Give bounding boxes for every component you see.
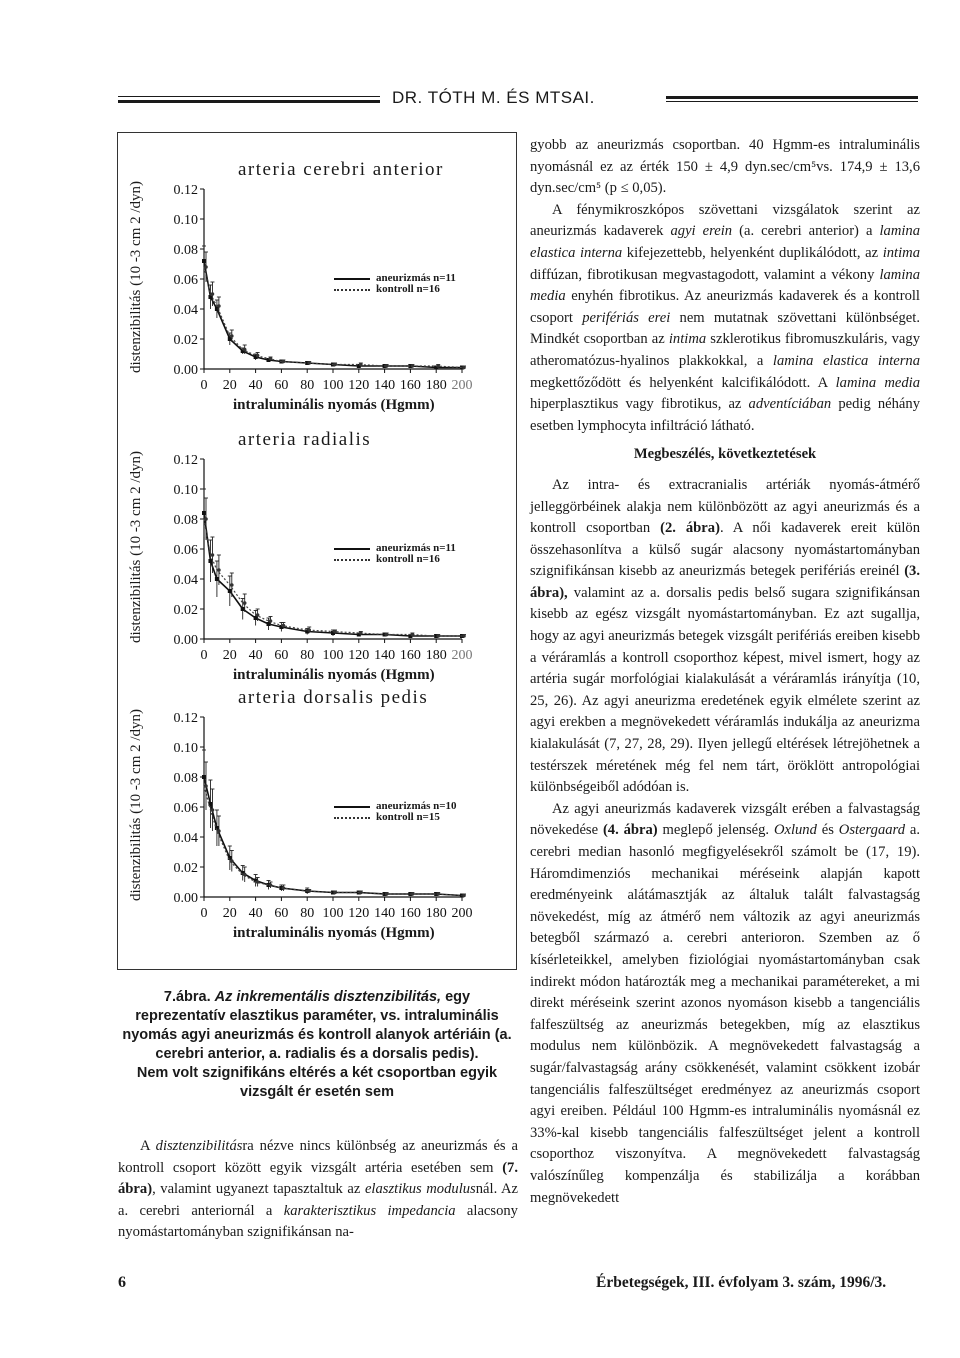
right-column-text [530,135,920,1209]
data-point [333,891,337,895]
legend-label: aneurizmás n=11 [376,542,456,554]
right-paragraph-3: Az intra- és extracranialis artériák nyomás-átmérő jelleggörbéinek alakja nem különbözött az agyi aneurizmás és a kontroll csoportban (2. ábra). A női kadaverek ereit külön összehasonlítva a külső sugár alacsony nyomástartományban szignifikánsan kisebb az aneurizmás betegek perifériás ereinél (3. ábra), valamint az a. dorsalis pedis belső sugara szignifikánsan kisebb az egész vizsgált nyomástartományban. Ez azt sugallja, hogy az agyi aneurizmás betegek vizsgált perifériás ereiben kisebb a véráramlás a kontroll csoporthoz képest, mivel ismert, hogy az artéria sugár morfológiai kialakulását a véráramlás irányítja (10, 25, 26). Az agyi aneurizma eredetének egyik elmélete szerint az agyi erekben a megnövekedett véráramlás indukálja az aneurizma kialakulását (7, 27, 28, 29). Ilyen jellegű eltérések létrejöhetnek a testérszek méretének még fel nem tárt, öröklött antropológiai különbségeiből adódóan is. [530,476,920,796]
x-tick-label: 120 [348,648,370,663]
data-point [215,577,219,581]
caption-note: Nem volt szignifikáns eltérés a két csoportban egyik vizsgált ér esetén sem [136,1065,498,1100]
data-point [243,348,247,352]
data-point [202,775,206,779]
legend-entry [334,812,457,823]
caption-emph: Az inkrementális disztenzibilitás, [214,989,442,1005]
x-tick-label: 40 [248,378,263,393]
legend-swatch [334,559,370,561]
data-point [211,808,215,812]
y-tick-label: 0.08 [173,771,198,786]
x-tick-label: 100 [322,906,344,921]
data-point [462,634,466,638]
x-tick-label: 20 [222,906,237,921]
x-tick-label: 180 [425,906,447,921]
section-heading: Megbeszélés, következtetések [633,446,817,463]
data-point [256,354,260,358]
data-point [282,624,286,628]
y-tick-label: 0.06 [173,801,198,816]
right-paragraph-4: Az agyi aneurizmás kadaverek vizsgált erében a falvastagság növekedése (4. ábra) meglepő jelenség. Oxlund és Ostergaard a. cerebri median hasonló megfigyelésekről számolt be (17, 19). Háromdimenziós mechanikai méréseink alapján kapott eredményeink alátámasztják az általuk talált falvastagság növekedést, míg az átmérő nem változik az agyi aneurizmás betegből származó a. cerebri anterioron. Szemben az ő kísérleteikkel, amelyben fiziológiai nyomástartományban csak indirekt módon határozták meg a mechanikai paramétereket, a mi direkt méréseink szerint azonos nyomáson kisebb a tangenciális falfeszültség az aneurizmás betegekben, míg az elasztikus modulus nem különbözik. A megnövekedett falvastagság a sugár/falvastagság arány csökkenését, valamint csökkent izobár tangenciális falfeszültséget eredményez az aneurizmás csoport agyi ereiben. Például 100 Hgmm-es intraluminális nyomásnál ez 33%-kal kisebb tangenciális falfeszültséget jelent a kontroll csoporthoz viszonyítva. A megnövekedett falvastagság valószínűleg kompenzálja és stabilizálja a korábban megnövekedett [530,800,920,1206]
data-point [269,619,273,623]
data-point [462,894,466,898]
chart-title: arteria radialis [238,429,372,450]
legend-swatch [334,806,370,808]
data-point [385,364,389,368]
data-point [211,553,215,557]
y-tick-label: 0.06 [173,273,198,288]
caption-label: 7.ábra. [163,989,211,1005]
data-point [204,517,208,521]
data-point [211,292,215,296]
y-tick-label: 0.12 [173,453,198,468]
data-point [307,628,311,632]
left-column-text [118,1136,518,1244]
legend-entry [334,284,456,295]
x-tick-label: 60 [274,906,289,921]
data-point [269,883,273,887]
legend-label: kontroll n=16 [376,283,440,295]
data-point [436,634,440,638]
legend-entry [334,554,456,565]
data-point [411,633,415,637]
data-point [202,259,206,263]
data-point [359,363,363,367]
legend-label: kontroll n=15 [376,811,440,823]
y-tick-label: 0.00 [173,633,198,648]
data-point [385,892,389,896]
x-tick-label: 160 [399,906,421,921]
data-point [307,361,311,365]
header-rule-left-thin [118,96,380,97]
y-tick-label: 0.02 [173,333,198,348]
y-tick-label: 0.10 [173,213,198,228]
figure-7 [117,132,517,970]
page-number: 6 [118,1274,126,1291]
x-tick-label: 0 [200,648,208,663]
data-point [282,360,286,364]
legend-swatch [334,278,370,280]
y-axis-label: distenzibilitás (10 -3 cm 2 /dyn) [128,180,144,373]
y-tick-label: 0.00 [173,363,198,378]
journal-footer: Érbetegségek, III. évfolyam 3. szám, 1996/3. [596,1274,887,1291]
x-tick-label: 140 [374,648,396,663]
right-paragraph-2: A fénymikroszkópos szövettani vizsgálatok szerint az aneurizmás kadaverek agyi erein (a. cerebri anterior) a lamina elastica interna kifejezettebb, helyenként duplikálódott, az intima diffúzan, fibrotikusan megvastagodott, valamint a vékony lamina media enyhén fibrotikus. Az aneurizmás kadaverek és a kontroll csoport perifériás erei nem mutatnak szövettani különbséget. Mindkét csoportban az intima szklerotikus fibromuszkuláris, vagy atheromatózus-hyalinos plakkokkal, a lamina elastica interna megkettőződött és helyenként kalcifikálódott. A lamina media hiperplasztikus vagy fibrotikus, az adventíciában pedig néhány esetben lymphocyta infiltráció látható. [530,201,921,434]
chart-legend [334,801,457,823]
x-tick-label: 140 [374,378,396,393]
data-point [436,892,440,896]
x-tick-label: 20 [222,378,237,393]
chart-legend [334,543,456,565]
chart-title: arteria cerebri anterior [238,159,444,180]
y-axis-label: distenzibilitás (10 -3 cm 2 /dyn) [128,708,144,901]
y-tick-label: 0.10 [173,741,198,756]
chart-panel-radialis [118,429,518,721]
x-tick-label: 160 [399,648,421,663]
data-point [333,363,337,367]
left-paragraph-1: A disztenzibilitásra nézve nincs különbség az aneurizmás és a kontroll csoport között egyik vizsgált artéria esetében sem (7. ábra), valamint ugyanezt tapasztaltuk az elasztikus modulusnál. Az a. cerebri anteriornál a karakterisztikus impedancia alacsony nyomástartományban szignifikánsan na- [118,1138,518,1241]
y-tick-label: 0.02 [173,603,198,618]
right-paragraph-1: gyobb az aneurizmás csoportban. 40 Hgmm-es intraluminális nyomásnál ez az érték 150 ± 4,9 dyn.sec/cm⁵vs. 174,9 ± 13,6 dyn.sec/cm⁵ (p ≤ 0,05). [530,137,920,197]
y-tick-label: 0.02 [173,861,198,876]
y-tick-label: 0.00 [173,891,198,906]
x-tick-label: 200 [451,378,473,393]
y-tick-label: 0.12 [173,183,198,198]
chart-panel-cerebri [118,159,518,451]
data-point [230,583,234,587]
data-point [241,607,245,611]
x-tick-label: 20 [222,648,237,663]
data-point [411,892,415,896]
data-point [256,613,260,617]
x-tick-label: 40 [248,906,263,921]
y-tick-label: 0.08 [173,513,198,528]
data-point [230,334,234,338]
data-point [411,364,415,368]
data-point [333,630,337,634]
x-tick-label: 80 [300,378,315,393]
data-point [385,633,389,637]
legend-swatch [334,817,370,819]
x-tick-label: 100 [322,378,344,393]
header-rule-right [666,96,918,99]
chart-legend [334,273,456,295]
x-axis-label: intraluminális nyomás (Hgmm) [233,925,435,941]
x-tick-label: 140 [374,906,396,921]
chart-panel-dorsalis [118,687,518,979]
x-tick-label: 0 [200,378,208,393]
data-point [282,886,286,890]
y-tick-label: 0.12 [173,711,198,726]
x-tick-label: 0 [200,906,208,921]
data-point [217,568,221,572]
y-tick-label: 0.06 [173,543,198,558]
y-tick-label: 0.04 [173,573,198,588]
x-axis-label: intraluminális nyomás (Hgmm) [233,397,435,413]
legend-swatch [334,548,370,550]
header-rule-right-thin [666,101,918,102]
legend-label: aneurizmás n=10 [376,800,457,812]
figure-caption [117,988,517,1102]
x-tick-label: 80 [300,906,315,921]
x-tick-label: 200 [451,906,473,921]
data-point [436,364,440,368]
x-tick-label: 180 [425,378,447,393]
data-point [204,784,208,788]
y-tick-label: 0.08 [173,243,198,258]
chart-title: arteria dorsalis pedis [238,687,429,708]
y-tick-label: 0.04 [173,831,198,846]
running-header: DR. TÓTH M. ÉS MTSAI. [392,88,595,107]
legend-label: aneurizmás n=11 [376,272,456,284]
x-tick-label: 120 [348,906,370,921]
data-point [462,366,466,370]
legend-label: kontroll n=16 [376,553,440,565]
header-rule-left [118,100,380,103]
x-tick-label: 100 [322,648,344,663]
data-point [359,631,363,635]
data-point [217,829,221,833]
data-point [243,873,247,877]
data-point [204,265,208,269]
x-tick-label: 60 [274,648,289,663]
x-tick-label: 200 [451,648,473,663]
x-tick-label: 40 [248,648,263,663]
y-tick-label: 0.04 [173,303,198,318]
data-point [202,511,206,515]
x-tick-label: 160 [399,378,421,393]
x-tick-label: 60 [274,378,289,393]
caption-rest: egy reprezentatív elasztikus paraméter, vs. intraluminális nyomás agyi aneurizmás és kontroll alanyok artériáin (a. cerebri anterior, a. radialis és a dorsalis pedis). [122,989,512,1062]
x-tick-label: 80 [300,648,315,663]
x-axis-label: intraluminális nyomás (Hgmm) [233,667,435,683]
data-point [230,859,234,863]
data-point [307,889,311,893]
x-tick-label: 120 [348,378,370,393]
x-tick-label: 180 [425,648,447,663]
data-point [243,601,247,605]
data-point [359,891,363,895]
data-point [228,589,232,593]
data-point [269,357,273,361]
data-point [256,880,260,884]
y-axis-label: distenzibilitás (10 -3 cm 2 /dyn) [128,450,144,643]
y-tick-label: 0.10 [173,483,198,498]
legend-swatch [334,289,370,291]
data-point [217,304,221,308]
